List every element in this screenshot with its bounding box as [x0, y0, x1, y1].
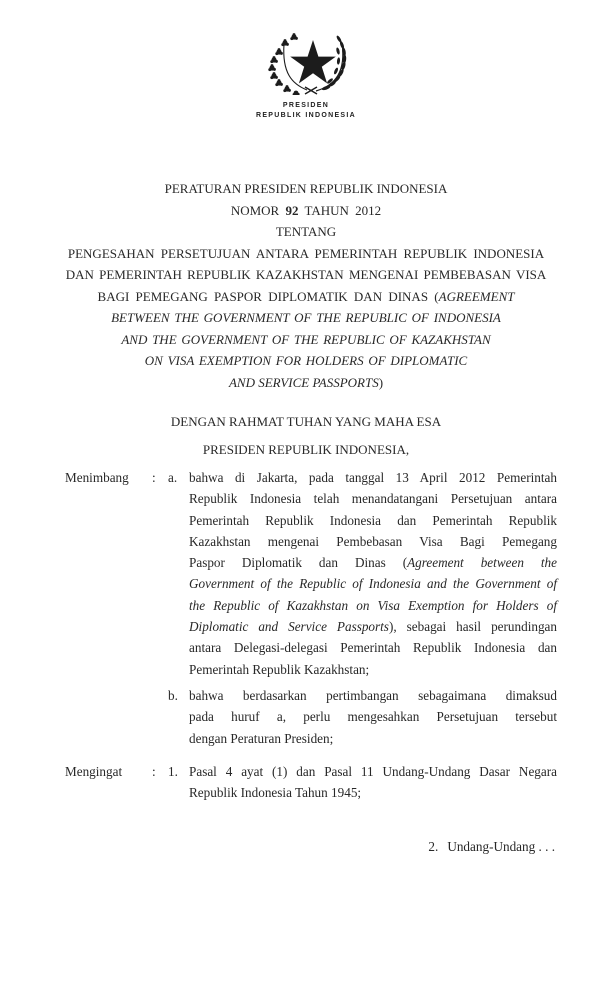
- text-segment: pada huruf a, perlu mengesahkan Persetujuan tersebut: [189, 709, 557, 725]
- star-icon: [290, 40, 336, 83]
- text-line: [57, 200, 555, 222]
- letterhead-line2: REPUBLIK INDONESIA: [255, 111, 357, 119]
- clause-item: [168, 761, 557, 804]
- text-segment: BETWEEN THE GOVERNMENT OF THE REPUBLIC OF INDONESIA: [111, 310, 501, 325]
- cotton-branch-icon: [284, 44, 307, 90]
- text-line: [189, 595, 557, 616]
- text-segment: Kazakhstan mengenai Pembebasan Visa Bagi Pemegang: [189, 533, 557, 549]
- clause-item: [168, 685, 557, 749]
- text-segment: the Republic of Kazakhstan on Visa Exemption for Holders of: [189, 597, 557, 613]
- text-segment: Republik Indonesia Tahun 1945;: [189, 785, 362, 801]
- text-line: [189, 659, 557, 680]
- item-marker: a.: [168, 470, 178, 485]
- authority-line: PRESIDEN REPUBLIK INDONESIA,: [202, 442, 410, 457]
- text-line: [189, 573, 557, 594]
- text-line: [189, 616, 557, 637]
- text-segment: Paspor Diplomatik dan Dinas (: [189, 555, 408, 571]
- text-segment: AGREEMENT: [438, 288, 515, 304]
- text-line: [57, 243, 555, 265]
- invocation-line: DENGAN RAHMAT TUHAN YANG MAHA ESA: [170, 414, 442, 429]
- catchword-text: Undang-Undang . . .: [447, 839, 555, 854]
- text-line: [189, 637, 557, 658]
- text-segment: Agreement between the: [407, 555, 558, 571]
- item-text: [189, 761, 557, 804]
- text-segment: PENGESAHAN PERSETUJUAN ANTARA PEMERINTAH REPUBLIK INDONESIA: [67, 245, 545, 261]
- presidential-emblem-icon: [266, 31, 356, 95]
- text-line: [189, 552, 557, 573]
- text-segment: NOMOR: [230, 202, 286, 218]
- text-segment: Pasal 4 ayat (1) dan Pasal 11 Undang-Undang Dasar Negara: [189, 764, 557, 779]
- menimbang-colon: :: [152, 470, 156, 485]
- cotton-blossoms: [268, 33, 299, 95]
- item-marker: 1.: [168, 764, 178, 779]
- text-line: [189, 728, 557, 749]
- text-segment: Diplomatic and Service Passports: [189, 619, 389, 635]
- mengingat-colon: :: [152, 764, 156, 779]
- text-line: [189, 685, 557, 706]
- text-segment: AND SERVICE PASSPORTS: [228, 374, 379, 390]
- text-segment: 92: [285, 202, 299, 218]
- item-marker: b.: [168, 687, 178, 703]
- text-segment: antara Delegasi-delegasi Pemerintah Republik Indonesia dan: [189, 640, 557, 656]
- menimbang-section: [65, 467, 557, 749]
- item-text: [189, 467, 557, 680]
- text-line: [57, 178, 555, 200]
- catchword-line: [65, 839, 555, 855]
- text-segment: PERATURAN PRESIDEN REPUBLIK INDONESIA: [164, 181, 448, 196]
- text-line: [189, 761, 557, 782]
- catchword-marker: 2.: [428, 839, 439, 854]
- text-segment: TENTANG: [275, 224, 337, 239]
- text-line: [57, 372, 555, 394]
- text-line: [189, 488, 557, 509]
- text-line: [189, 782, 557, 803]
- item-text: [189, 685, 557, 749]
- menimbang-items: [168, 467, 557, 749]
- text-segment: dengan Peraturan Presiden;: [189, 730, 334, 746]
- text-segment: Government of the Republic of Indonesia and the Government of: [189, 576, 557, 592]
- text-segment: Pemerintah Republik Indonesia dan Pemerintah Republik: [189, 512, 557, 528]
- text-line: [189, 467, 557, 488]
- menimbang-label: Menimbang: [65, 470, 129, 485]
- letterhead: [0, 101, 612, 120]
- text-segment: BAGI PEMEGANG PASPOR DIPLOMATIK DAN DINAS (: [97, 288, 439, 304]
- letterhead-line1: PRESIDEN: [282, 102, 330, 109]
- text-segment: Republik Indonesia telah menandatangani Persetujuan antara: [189, 491, 557, 507]
- text-line: [57, 264, 555, 286]
- text-segment: ): [378, 374, 384, 390]
- text-line: [189, 531, 557, 552]
- text-segment: ), sebagai hasil perundingan: [388, 619, 558, 635]
- text-segment: DAN PEMERINTAH REPUBLIK KAZAKHSTAN MENGENAI PEMBEBASAN VISA: [65, 267, 547, 282]
- clause-item: [168, 467, 557, 680]
- text-line: [57, 221, 555, 243]
- text-line: [189, 706, 557, 727]
- text-line: [57, 286, 555, 308]
- text-segment: bahwa berdasarkan pertimbangan sebagaimana dimaksud: [189, 687, 557, 703]
- mengingat-section: [65, 761, 557, 804]
- text-segment: TAHUN 2012: [298, 202, 382, 218]
- mengingat-label: Mengingat: [65, 764, 123, 779]
- text-segment: ON VISA EXEMPTION FOR HOLDERS OF DIPLOMATIC: [144, 353, 468, 368]
- text-line: [57, 329, 555, 351]
- text-segment: AND THE GOVERNMENT OF THE REPUBLIC OF KAZAKHSTAN: [121, 331, 491, 347]
- text-line: [189, 510, 557, 531]
- text-line: [57, 307, 555, 329]
- text-line: [57, 350, 555, 372]
- text-segment: bahwa di Jakarta, pada tanggal 13 April 2012 Pemerintah: [189, 470, 557, 485]
- mengingat-items: [168, 761, 557, 804]
- regulation-title-block: [57, 178, 555, 393]
- text-segment: Pemerintah Republik Kazakhstan;: [189, 661, 370, 677]
